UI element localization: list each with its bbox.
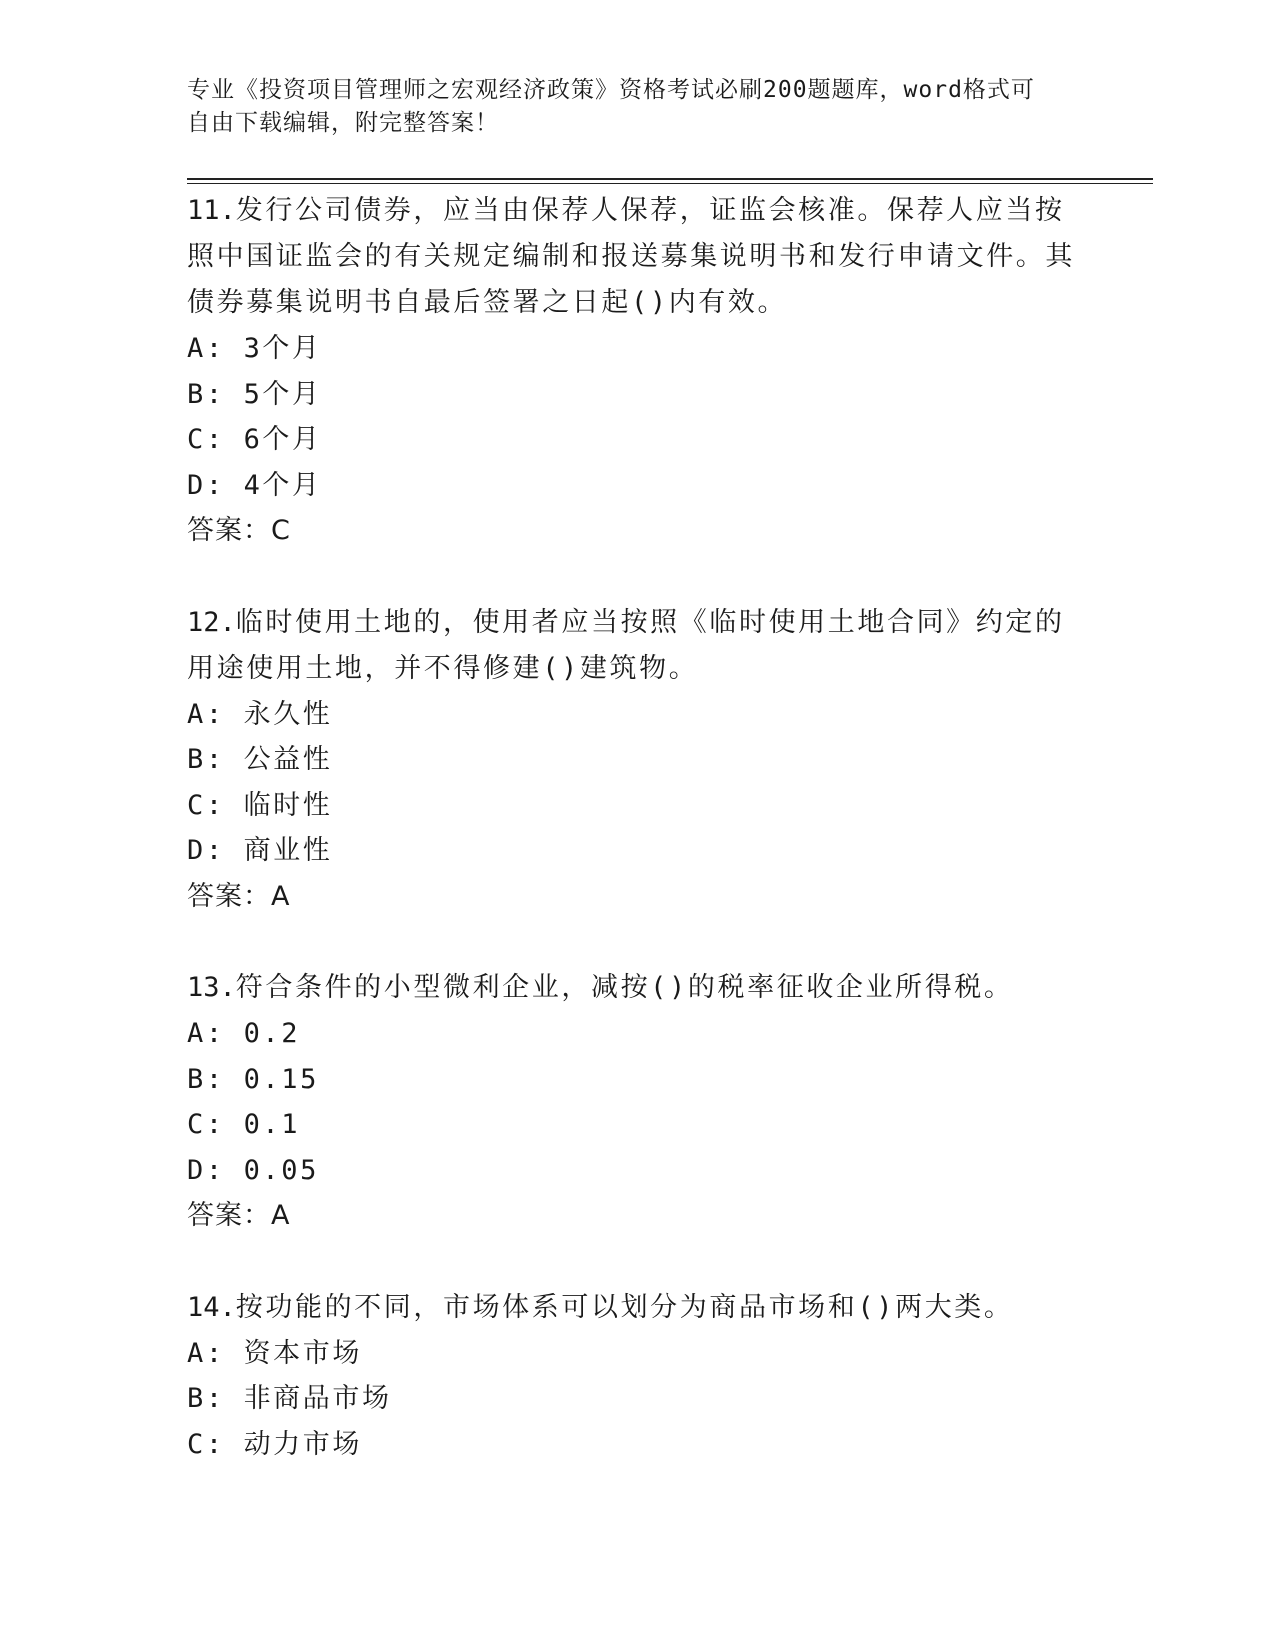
option-label: D: (187, 835, 225, 866)
option-d (187, 828, 1087, 874)
option-label: B: (187, 1383, 225, 1414)
question-11 (187, 188, 1087, 554)
option-a (187, 692, 1087, 738)
question-number: 13. (187, 972, 236, 1003)
header-line-1: 专业《投资项目管理师之宏观经济政策》资格考试必刷200题题库，word格式可 (187, 77, 1035, 103)
question-stem (187, 1285, 1077, 1331)
answer-line: 答案：A (187, 880, 291, 912)
option-label: C: (187, 1428, 225, 1460)
question-stem (187, 188, 1077, 326)
header-line-2: 自由下载编辑，附完整答案！ (187, 110, 499, 136)
question-stem (187, 965, 1077, 1011)
question-12 (187, 600, 1087, 920)
option-text: 临时性 (243, 789, 333, 821)
option-text: 动力市场 (243, 1428, 362, 1460)
option-c (187, 1102, 1087, 1148)
question-text: 发行公司债券，应当由保荐人保荐，证监会核准。保荐人应当按照中国证监会的有关规定编制和报送募集说明书和发行申请文件。其债券募集说明书自最后签署之日起()内有效。 (187, 195, 1075, 318)
option-text: 0.1 (243, 1109, 301, 1140)
option-text: 0.15 (243, 1063, 319, 1095)
question-text: 按功能的不同，市场体系可以划分为商品市场和()两大类。 (235, 1291, 1014, 1323)
question-number: 12. (187, 606, 236, 638)
question-text: 符合条件的小型微利企业，减按()的税率征收企业所得税。 (235, 972, 1014, 1003)
question-13 (187, 965, 1087, 1239)
option-text: 永久性 (243, 698, 333, 730)
question-text: 临时使用土地的，使用者应当按照《临时使用土地合同》约定的用途使用土地，并不得修建()建筑物。 (187, 606, 1065, 684)
option-label: C: (187, 424, 225, 455)
option-label: A: (187, 698, 225, 730)
option-b (187, 1057, 1087, 1103)
option-label: B: (187, 1063, 225, 1095)
option-label: A: (187, 1337, 225, 1369)
option-a (187, 1331, 1087, 1377)
question-number: 14. (187, 1291, 236, 1323)
option-label: A: (187, 1018, 225, 1049)
option-text: 0.2 (243, 1018, 301, 1049)
option-c (187, 783, 1087, 829)
question-stem (187, 600, 1077, 692)
option-label: B: (187, 744, 225, 775)
option-a (187, 326, 1087, 372)
option-text: 非商品市场 (243, 1383, 392, 1414)
option-text: 3个月 (243, 333, 322, 364)
option-b (187, 372, 1087, 418)
option-text: 5个月 (243, 378, 322, 410)
option-label: D: (187, 1154, 225, 1186)
option-d (187, 463, 1087, 509)
question-list (187, 188, 1087, 1513)
header-divider-thick (187, 178, 1153, 180)
answer-line: 答案：C (187, 515, 291, 546)
option-label: B: (187, 378, 225, 410)
header-divider-thin (187, 183, 1153, 184)
option-b (187, 1376, 1087, 1422)
option-text: 公益性 (243, 744, 333, 775)
document-header (187, 74, 1067, 140)
option-label: C: (187, 789, 225, 821)
option-d (187, 1148, 1087, 1194)
option-label: C: (187, 1109, 225, 1140)
option-label: D: (187, 469, 225, 501)
option-text: 4个月 (243, 469, 322, 501)
option-c (187, 417, 1087, 463)
answer-line: 答案：A (187, 1200, 291, 1231)
option-text: 6个月 (243, 424, 322, 455)
question-number: 11. (187, 195, 236, 226)
option-label: A: (187, 333, 225, 364)
option-text: 资本市场 (243, 1337, 362, 1369)
option-b (187, 737, 1087, 783)
question-14 (187, 1285, 1087, 1468)
option-text: 商业性 (243, 835, 333, 866)
option-a (187, 1011, 1087, 1057)
option-c (187, 1422, 1087, 1468)
option-text: 0.05 (243, 1154, 319, 1186)
